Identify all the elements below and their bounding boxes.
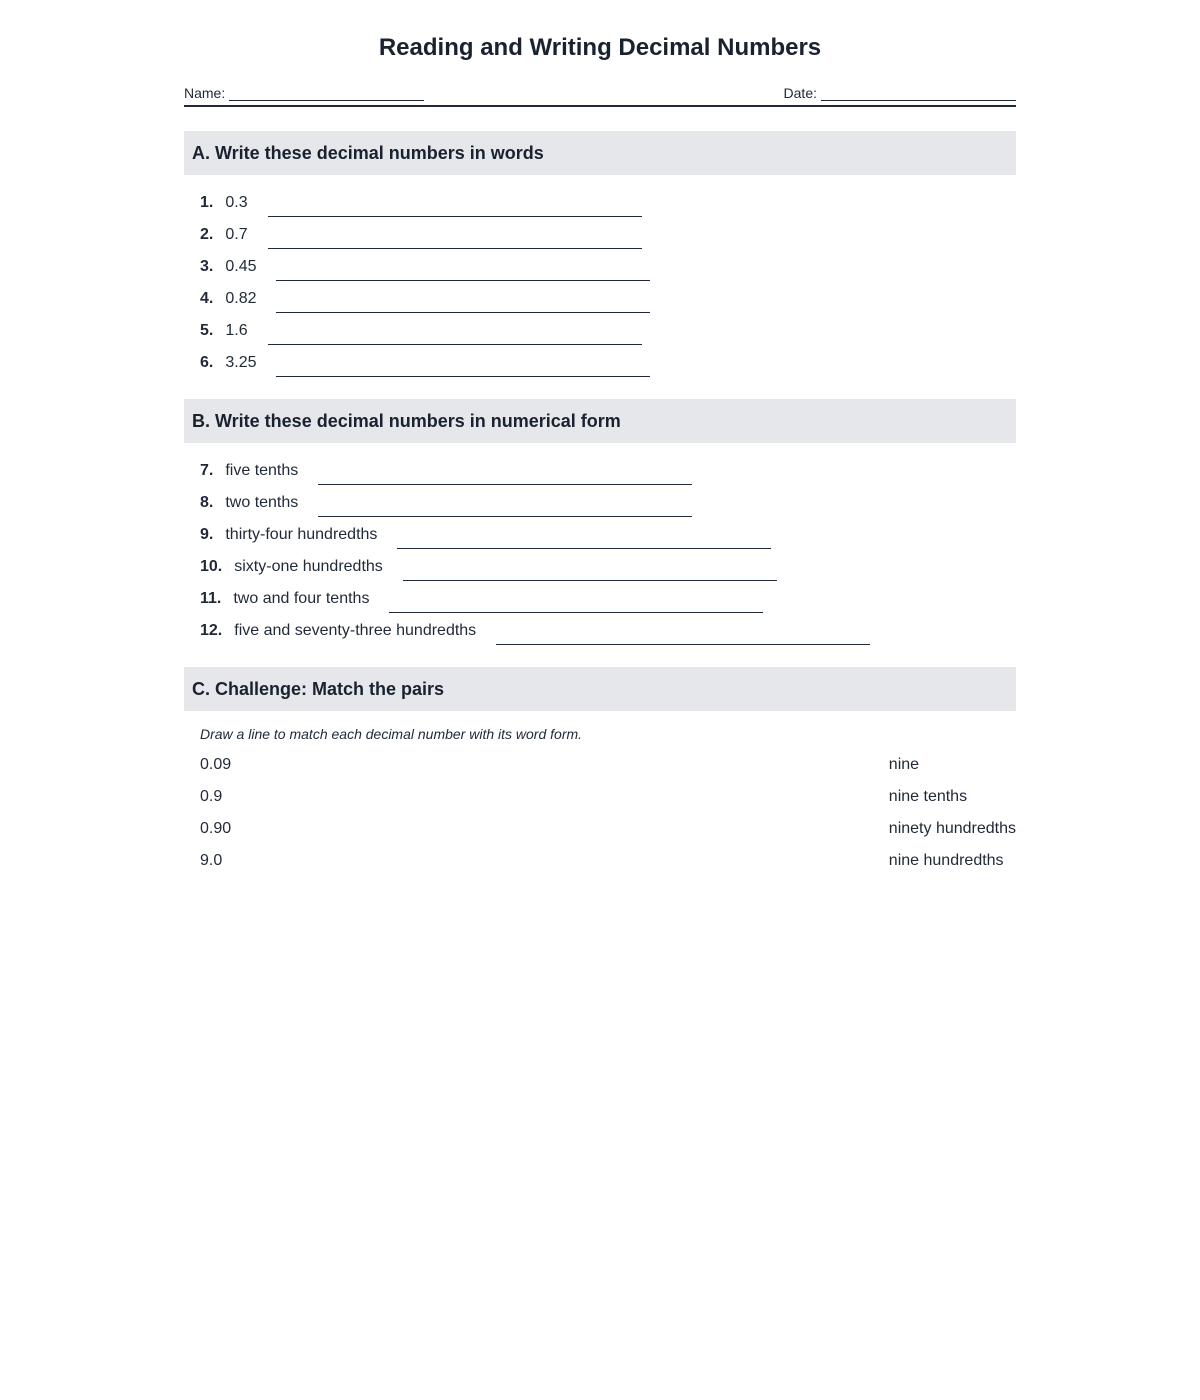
decimal-option[interactable]: 0.09 (200, 756, 232, 773)
answer-blank-line[interactable] (389, 594, 763, 613)
word-form-column (889, 749, 1016, 877)
section-a-heading: A. Write these decimal numbers in words (184, 131, 1016, 175)
name-field (184, 85, 424, 101)
list-item (200, 487, 1016, 519)
item-number: 2. (200, 226, 214, 243)
item-number: 8. (200, 494, 214, 511)
item-number: 6. (200, 354, 214, 371)
answer-blank-line[interactable] (403, 562, 777, 581)
date-blank-line[interactable] (821, 86, 1016, 101)
name-label: Name: (184, 85, 226, 101)
list-item (200, 455, 1016, 487)
list-item (200, 315, 1016, 347)
decimal-option[interactable]: 0.90 (200, 820, 232, 837)
item-prompt: 1.6 (225, 322, 248, 339)
name-blank-line[interactable] (229, 86, 424, 101)
list-item (200, 551, 1016, 583)
answer-blank-line[interactable] (318, 498, 692, 517)
answer-blank-line[interactable] (268, 230, 642, 249)
item-prompt: 0.7 (225, 226, 248, 243)
item-number: 11. (200, 590, 222, 607)
date-field (784, 85, 1016, 101)
word-form-option[interactable]: ninety hundredths (888, 820, 1016, 837)
answer-blank-line[interactable] (276, 262, 650, 281)
item-number: 4. (200, 290, 214, 307)
item-number: 10. (200, 558, 223, 575)
word-form-option[interactable]: nine hundredths (888, 852, 1004, 869)
item-prompt: sixty-one hundredths (234, 558, 383, 575)
list-item (200, 583, 1016, 615)
item-prompt: 0.45 (225, 258, 257, 275)
item-number: 7. (200, 462, 214, 479)
item-prompt: thirty-four hundredths (225, 526, 378, 543)
section-b-list (184, 443, 1016, 647)
item-prompt: 0.82 (225, 290, 257, 307)
word-form-option[interactable]: nine (888, 756, 920, 773)
item-number: 9. (200, 526, 214, 543)
answer-blank-line[interactable] (268, 326, 642, 345)
worksheet-title: Reading and Writing Decimal Numbers (378, 34, 822, 61)
item-prompt: 0.3 (225, 194, 248, 211)
list-item (200, 347, 1016, 379)
section-a-list (184, 175, 1016, 379)
item-number: 3. (200, 258, 214, 275)
item-prompt: 3.25 (225, 354, 257, 371)
answer-blank-line[interactable] (268, 198, 642, 217)
answer-blank-line[interactable] (496, 626, 870, 645)
item-number: 12. (200, 622, 223, 639)
answer-blank-line[interactable] (397, 530, 771, 549)
match-pairs (184, 749, 1016, 877)
list-item (200, 519, 1016, 551)
item-prompt: five and seventy-three hundredths (234, 622, 477, 639)
match-instruction: Draw a line to match each decimal number with its word form. (200, 726, 583, 742)
item-number: 5. (200, 322, 214, 339)
header-divider (184, 105, 1016, 107)
item-prompt: five tenths (225, 462, 299, 479)
decimal-option[interactable]: 0.9 (200, 788, 223, 805)
item-prompt: two tenths (225, 494, 299, 511)
worksheet-page (184, 0, 1016, 877)
decimal-option[interactable]: 9.0 (200, 852, 223, 869)
answer-blank-line[interactable] (276, 294, 650, 313)
item-prompt: two and four tenths (233, 590, 370, 607)
list-item (200, 283, 1016, 315)
section-c-heading: C. Challenge: Match the pairs (184, 667, 1016, 711)
list-item (200, 251, 1016, 283)
list-item (200, 219, 1016, 251)
decimal-column (200, 749, 231, 877)
item-number: 1. (200, 194, 214, 211)
word-form-option[interactable]: nine tenths (888, 788, 968, 805)
answer-blank-line[interactable] (276, 358, 650, 377)
date-label: Date: (783, 85, 817, 101)
list-item (200, 187, 1016, 219)
list-item (200, 615, 1016, 647)
section-b-heading: B. Write these decimal numbers in numerical form (184, 399, 1016, 443)
student-info-row (184, 79, 1016, 101)
answer-blank-line[interactable] (318, 466, 692, 485)
